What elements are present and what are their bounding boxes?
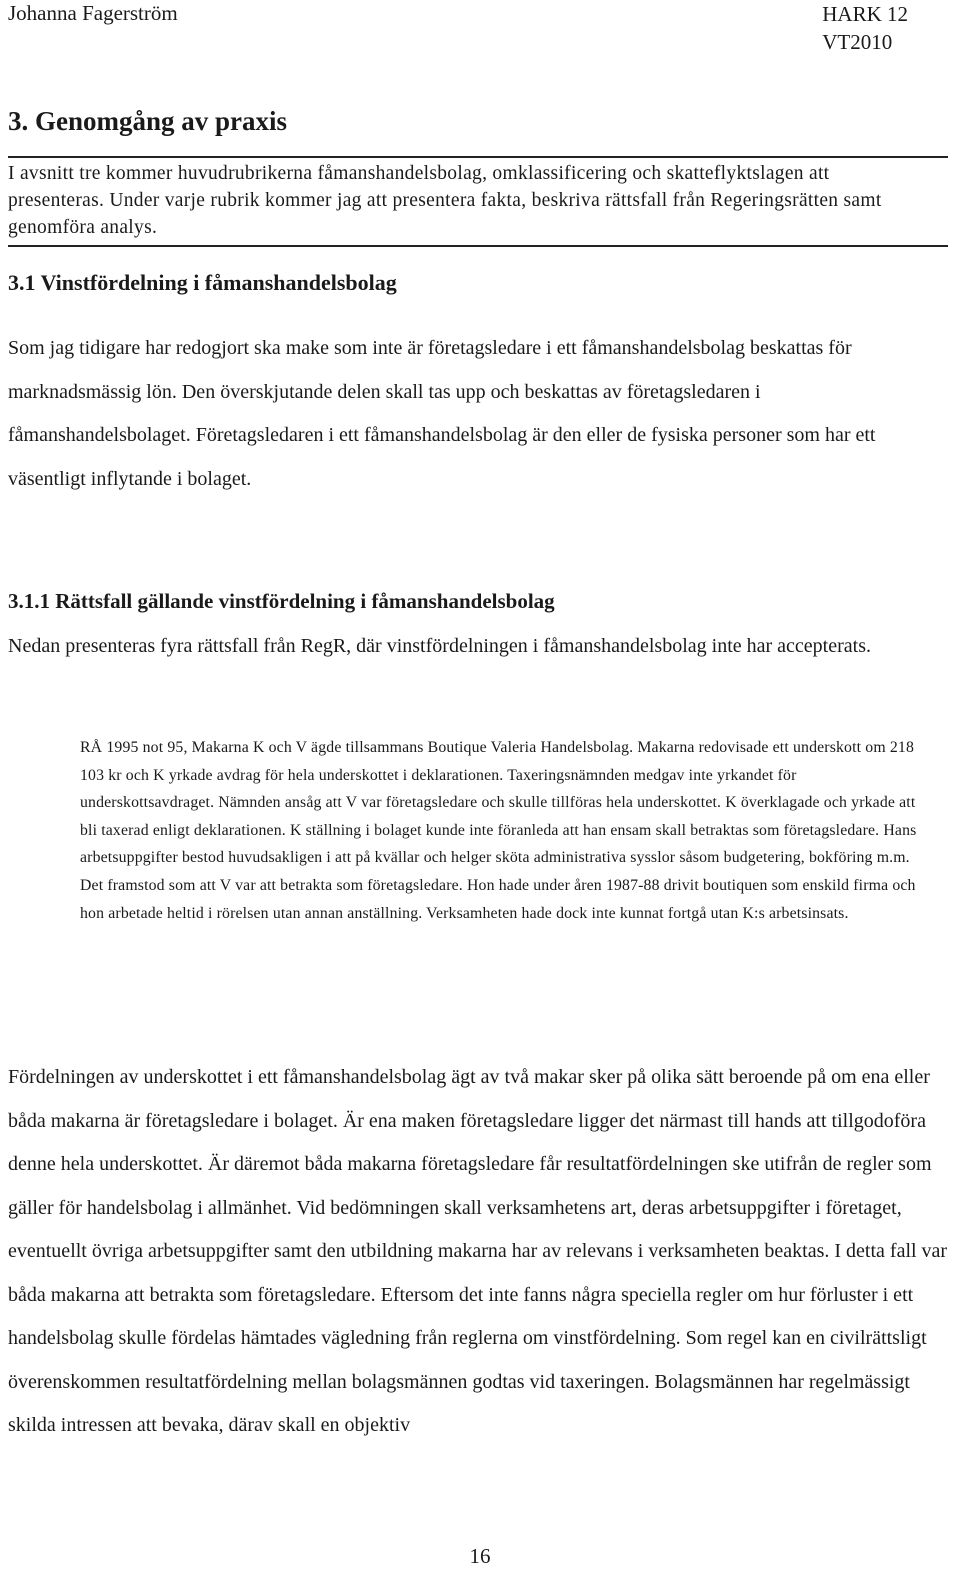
header-term: VT2010 [822,30,893,54]
section-heading: 3. Genomgång av praxis [8,106,288,136]
subsubsection-paragraph: Nedan presenteras fyra rättsfall från RegR, där vinstfördelningen i fåmanshandelsbolag inte har accepterats. [8,635,871,657]
subsubsection-heading: 3.1.1 Rättsfall gällande vinstfördelning i fåmanshandelsbolag [8,589,555,613]
header-course: HARK 12 [822,2,908,26]
subsection-heading: 3.1 Vinstfördelning i fåmanshandelsbolag [8,270,397,295]
header-course-info [822,0,908,56]
section-intro: I avsnitt tre kommer huvudrubrikerna fåmanshandelsbolag, omklassificering och skatteflyktslagen att presenteras. Under varje rubrik kommer jag att presentera fakta, beskriva rättsfall från Regeringsrätten samt genomföra analys. [8,163,882,238]
header-author: Johanna Fagerström [8,1,178,25]
top-divider [8,156,948,158]
case-quote: RÅ 1995 not 95, Makarna K och V ägde tillsammans Boutique Valeria Handelsbolag. Makarna redovisade ett underskott om 218 103 kr och K yrkade avdrag för hela underskottet i deklarationen. Taxeringsnämnden medgav inte yrkandet för underskottsavdraget. Nämnden ansåg att V var företagsledare och skulle tillföras hela underskottet. K överklagade och yrkade att bli taxerad enligt deklarationen. K ställning i bolaget kunde inte föranleda att han ensam skall betraktas som företagsledare. Hans arbetsuppgifter bestod huvudsakligen i att på kvällar och helger sköta administrativa sysslor såsom budgetering, bokföring m.m. Det framstod som att V var att betrakta som företagsledare. Hon hade under åren 1987-88 drivit boutiquen som enskild firma och hon arbetade heltid i rörelsen utan annan anställning. Verksamheten hade dock inte kunnat fortgå utan K:s arbetsinsats. [80,739,917,922]
subsection-paragraph: Som jag tidigare har redogjort ska make som inte är företagsledare i ett fåmanshandelsbolag beskattas för marknadsmässig lön. Den överskjutande delen skall tas upp och beskattas av företagsledaren i fåmanshandelsbolaget. Företagsledaren i ett fåmanshandelsbolag är den eller de fysiska personer som har ett väsentligt inflytande i bolaget. [8,337,876,490]
page-number: 16 [469,1544,491,1568]
analysis-paragraph: Fördelningen av underskottet i ett fåmanshandelsbolag ägt av två makar sker på olika sätt beroende på om ena eller båda makarna är företagsledare i bolaget. Är ena maken företagsledare ligger det närmast till hands att tillgodoföra denne hela underskottet. Är däremot båda makarna företagsledare får resultatfördelningen ske utifrån de regler som gäller för handelsbolag i allmänhet. Vid bedömningen skall verksamhetens art, deras arbetsuppgifter i företaget, eventuellt övriga arbetsuppgifter samt den utbildning makarna har av relevans i verksamheten beaktas. I detta fall var båda makarna att betrakta som företagsledare. Eftersom det inte fanns några speciella regler om hur förluster i ett handelsbolag skulle fördelas hämtades vägledning från reglerna om vinstfördelning. Som regel kan en civilrättsligt överenskommen resultatfördelning mellan bolagsmännen godtas vid taxeringen. Bolagsmännen har regelmässigt skilda intressen att bevaka, därav skall en objektiv [8,1066,948,1436]
bottom-divider [8,245,948,247]
